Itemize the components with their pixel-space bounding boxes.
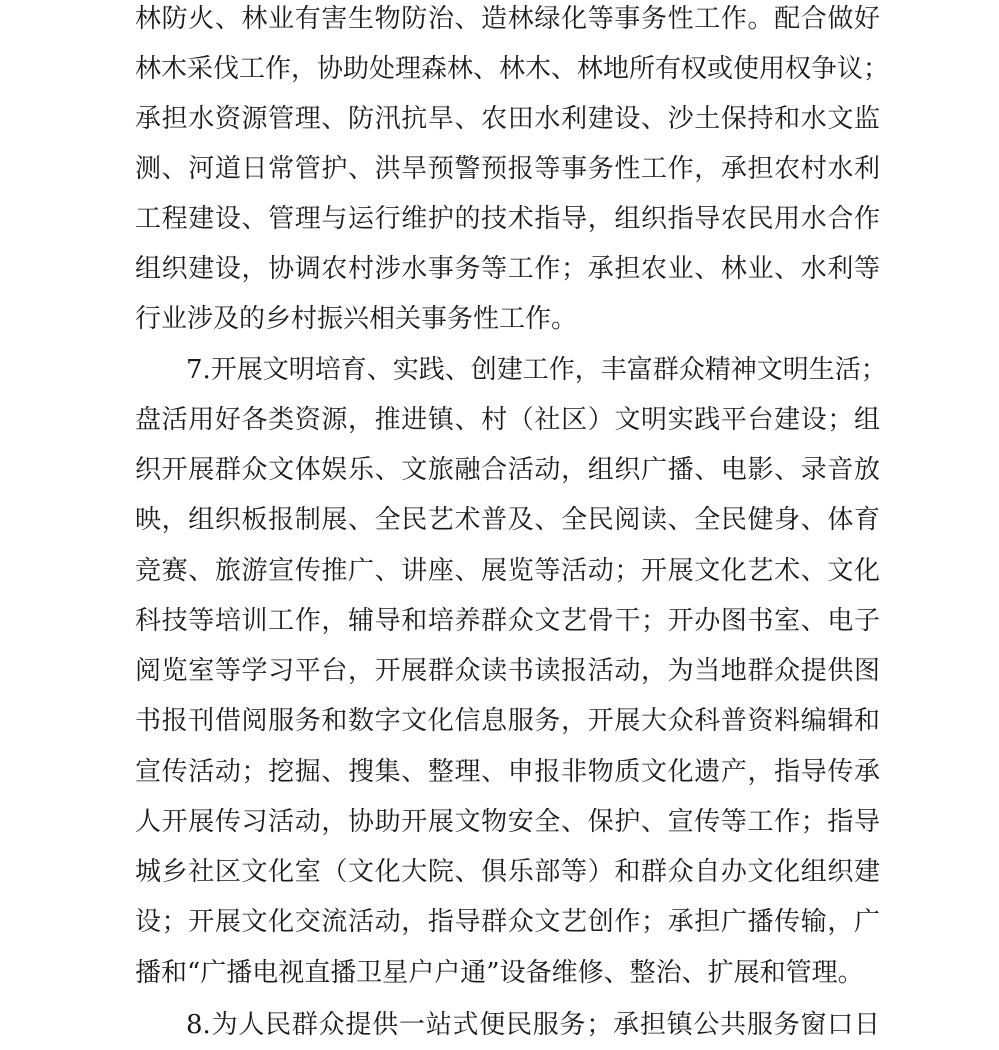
paragraph-line: 科技等培训工作，辅导和培养群众文艺骨干；开办图书室、电子 — [135, 606, 880, 636]
paragraph-line: 8.为人民群众提供一站式便民服务；承担镇公共服务窗口日 — [186, 1010, 880, 1040]
paragraph-line: 宣传活动；挖掘、搜集、整理、申报非物质文化遗产，指导传承 — [135, 757, 880, 787]
paragraph-line: 林木采伐工作，协助处理森林、林木、林地所有权或使用权争议； — [135, 54, 890, 84]
paragraph-line: 阅览室等学习平台，开展群众读书读报活动，为当地群众提供图 — [135, 656, 880, 686]
paragraph-line: 书报刊借阅服务和数字文化信息服务，开展大众科普资料编辑和 — [135, 706, 880, 736]
paragraph-line: 设；开展文化交流活动，指导群众文艺创作；承担广播传输，广 — [135, 907, 880, 937]
paragraph-line: 城乡社区文化室（文化大院、俱乐部等）和群众自办文化组织建 — [135, 857, 880, 887]
paragraph-line: 人开展传习活动，协助开展文物安全、保护、宣传等工作；指导 — [135, 807, 880, 837]
paragraph-line: 测、河道日常管护、洪旱预警预报等事务性工作，承担农村水利 — [135, 154, 880, 184]
paragraph-line: 7.开展文明培育、实践、创建工作，丰富群众精神文明生活； — [186, 355, 887, 385]
paragraph-line: 行业涉及的乡村振兴相关事务性工作。 — [135, 304, 578, 334]
paragraph-line: 播和“广播电视直播卫星户户通”设备维修、整治、扩展和管理。 — [135, 958, 864, 988]
paragraph-line: 承担水资源管理、防汛抗旱、农田水利建设、沙土保持和水文监 — [135, 104, 880, 134]
paragraph-line: 组织建设，协调农村涉水事务等工作；承担农业、林业、水利等 — [135, 254, 880, 284]
paragraph-line: 映，组织板报制展、全民艺术普及、全民阅读、全民健身、体育 — [135, 505, 880, 535]
paragraph-line: 竞赛、旅游宣传推广、讲座、展览等活动；开展文化艺术、文化 — [135, 556, 880, 586]
paragraph-line: 织开展群众文体娱乐、文旅融合活动，组织广播、电影、录音放 — [135, 455, 880, 485]
paragraph-line: 盘活用好各类资源，推进镇、村（社区）文明实践平台建设；组 — [135, 405, 880, 435]
paragraph-line: 工程建设、管理与运行维护的技术指导，组织指导农民用水合作 — [135, 204, 880, 234]
paragraph-line: 林防火、林业有害生物防治、造林绿化等事务性工作。配合做好 — [135, 4, 880, 34]
